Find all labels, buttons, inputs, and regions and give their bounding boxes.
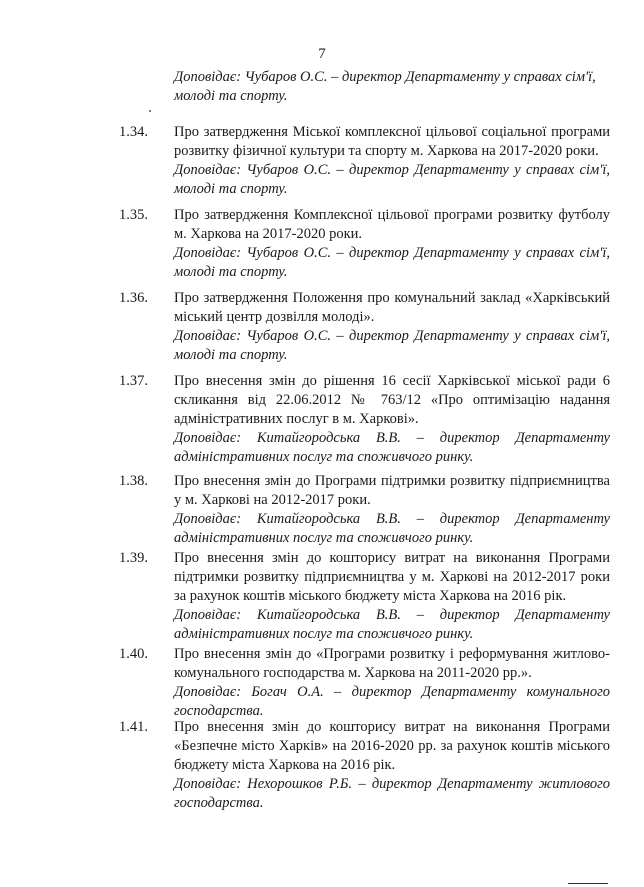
item-speaker: Доповідає: Чубаров О.С. – директор Департаменту у справах сім'ї, молоді та спорту. [174,328,610,363]
item-number: 1.38. [119,473,148,489]
item-speaker: Доповідає: Богач О.А. – директор Департаменту комунального господарства. [174,684,610,719]
item-speaker: Доповідає: Китайгородська В.В. – директор Департаменту адміністративних послуг та споживчого ринку. [174,607,610,642]
item-title: Про затвердження Комплексної цільової програми розвитку футболу м. Харкова на 2017-2020 роки. [174,207,610,242]
item-number: 1.36. [119,290,148,306]
carryover-speaker: Доповідає: Чубаров О.С. – директор Департаменту у справах сім'ї, молоді та спорту. [174,69,596,104]
item-number: 1.35. [119,207,148,223]
footer-rule [568,883,608,884]
page-number: 7 [318,46,326,62]
item-title: Про затвердження Міської комплексної цільової соціальної програми розвитку фізичної культури та спорту м. Харкова на 2017-2020 роки. [174,124,610,159]
item-number: 1.40. [119,646,148,662]
item-title: Про внесення змін до рішення 16 сесії Харківської міської ради 6 скликання від 22.06.2012 № 763/12 «Про оптимізацію надання адміністративних послуг в м. Харкові». [174,373,610,427]
item-number: 1.41. [119,719,148,735]
item-speaker: Доповідає: Нехорошков Р.Б. – директор Департаменту житлового господарства. [174,776,610,811]
item-number: 1.34. [119,124,148,140]
item-speaker: Доповідає: Чубаров О.С. – директор Департаменту у справах сім'ї, молоді та спорту. [174,162,610,197]
item-title: Про внесення змін до кошторису витрат на виконання Програми «Безпечне місто Харків» на 2016-2020 рр. за рахунок коштів міського бюджету міста Харкова на 2016 рік. [174,719,610,773]
item-speaker: Доповідає: Китайгородська В.В. – директор Департаменту адміністративних послуг та споживчого ринку. [174,430,610,465]
item-speaker: Доповідає: Чубаров О.С. – директор Департаменту у справах сім'ї, молоді та спорту. [174,245,610,280]
scan-speck [149,110,151,112]
item-title: Про внесення змін до «Програми розвитку і реформування житлово-комунального господарства м. Харкова на 2011-2020 рр.». [174,646,610,681]
item-number: 1.37. [119,373,148,389]
item-title: Про внесення змін до Програми підтримки розвитку підприємництва у м. Харкові на 2012-2017 роки. [174,473,610,508]
item-number: 1.39. [119,550,148,566]
item-title: Про затвердження Положення про комунальний заклад «Харківський міський центр дозвілля молоді». [174,290,610,325]
item-title: Про внесення змін до кошторису витрат на виконання Програми підтримки розвитку підприємництва у м. Харкові на 2012-2017 роки за рахунок коштів міського бюджету міста Харкова на 2016 рік. [174,550,610,604]
item-speaker: Доповідає: Китайгородська В.В. – директор Департаменту адміністративних послуг та споживчого ринку. [174,511,610,546]
